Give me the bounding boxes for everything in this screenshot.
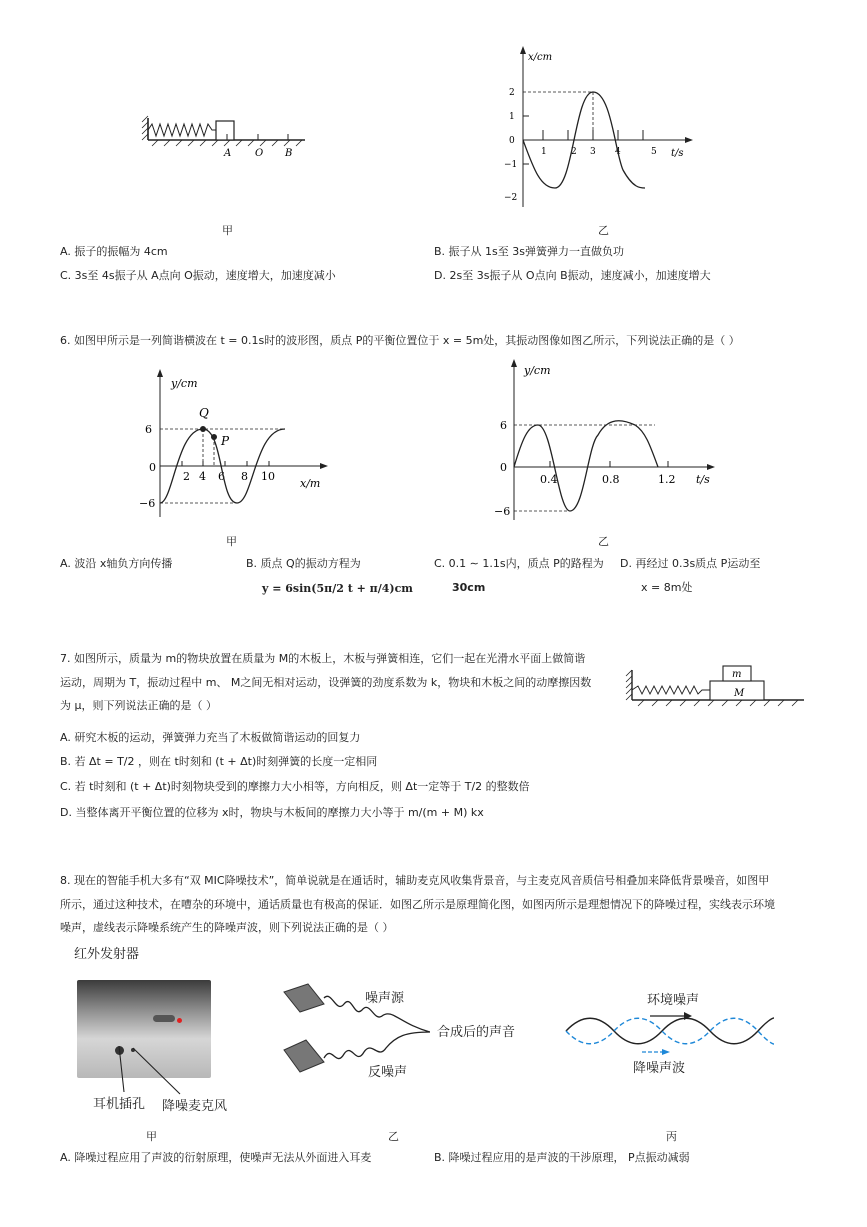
q6-option-A[interactable]: A. 波沿 x轴负方向传播 — [60, 557, 173, 570]
q8-caption-jia: 甲 — [146, 1130, 157, 1143]
point-Q: Q — [199, 406, 209, 420]
y-axis-label: x/cm — [528, 52, 553, 63]
q7-stem-line1: 7. 如图所示，质量为 m的物块放置在质量为 M的木板上，木板与弹簧相连，它们一起在光滑水平面上做简谐 — [60, 652, 586, 665]
q7-option-C[interactable]: C. 若 t时刻和 (t + Δt)时刻物块受到的摩擦力大小相等，方向相反，则 Δt一定等于 T/2 的整数倍 — [60, 780, 530, 793]
label-env-noise: 环境噪声 — [647, 993, 700, 1008]
q5-displacement-time-graph — [495, 42, 695, 212]
point-P: P — [221, 434, 230, 448]
q6-vibration-graph — [490, 355, 720, 525]
y-tick-1: 1 — [509, 112, 515, 122]
x-tick-6: 6 — [218, 470, 225, 483]
x-tick-5: 5 — [651, 147, 657, 157]
y-tick-0: 0 — [500, 461, 507, 474]
q6-caption-yi: 乙 — [598, 535, 609, 548]
q6-stem: 6. 如图甲所示是一列简谐横波在 t = 0.1s时的波形图，质点 P的平衡位置位于 x = 5m处，其振动图像如图乙所示，下列说法正确的是（ ） — [60, 334, 740, 347]
x-tick-10: 10 — [261, 470, 275, 483]
q6-option-B-equation: y = 6sin(5π/2 t + π/4)cm — [262, 582, 413, 595]
anti-noise-wave-dashed — [566, 1018, 774, 1044]
env-noise-wave — [566, 1018, 774, 1044]
label-m: m — [732, 669, 742, 680]
phone-pointer-lines — [100, 1040, 210, 1100]
q7-stem-line2: 运动，周期为 T，振动过程中 m、 M之间无相对运动，设弹簧的劲度系数为 k，物块和木板之间的动摩擦因数 — [60, 676, 592, 689]
x-tick-1: 1 — [541, 147, 547, 157]
q8-caption-yi: 乙 — [388, 1130, 399, 1143]
y-axis-label: y/cm — [524, 364, 551, 377]
y-tick-0: 0 — [149, 461, 156, 474]
q6-waveform-graph — [135, 365, 335, 520]
label-anti-wave: 降噪声波 — [633, 1061, 686, 1076]
y-tick-neg6: −6 — [139, 497, 156, 510]
phone-port — [153, 1015, 175, 1022]
q8-caption-bing: 丙 — [666, 1130, 677, 1143]
q8-stem-line1: 8. 现在的智能手机大多有“双 MIC降噪技术”，简单说就是在通话时，辅助麦克风收集背景音，与主麦克风音质信号相叠加来降低背景噪音，如图甲 — [60, 874, 770, 887]
x-tick-0.8: 0.8 — [602, 473, 620, 486]
y-tick-neg2: −2 — [504, 193, 518, 203]
x-tick-4: 4 — [199, 470, 206, 483]
y-tick-neg6: −6 — [494, 505, 511, 518]
q5-caption-jia: 甲 — [222, 224, 233, 237]
label-B: B — [285, 148, 293, 159]
q7-option-A[interactable]: A. 研究木板的运动，弹簧弹力充当了木板做简谐运动的回复力 — [60, 731, 361, 744]
label-combined-sound: 合成后的声音 — [437, 1025, 516, 1040]
speaker-top — [284, 984, 324, 1012]
x-axis-label: x/m — [300, 477, 321, 490]
q5-option-D[interactable]: D. 2s至 3s振子从 O点向 B振动，速度减小，加速度增大 — [434, 269, 711, 282]
infrared-dot — [177, 1018, 182, 1023]
label-infrared-emitter: 红外发射器 — [74, 947, 140, 962]
interference-waves — [560, 1006, 780, 1062]
noise-cancel-diagram — [280, 980, 430, 1080]
label-O: O — [255, 148, 264, 159]
y-axis-label: y/cm — [171, 377, 198, 390]
q7-option-D[interactable]: D. 当整体离开平衡位置的位移为 x时，物块与木板间的摩擦力大小等于 m/(m + M) kx — [60, 806, 484, 819]
label-noise-source: 噪声源 — [365, 991, 405, 1006]
x-tick-8: 8 — [241, 470, 248, 483]
q6-option-B-line1[interactable]: B. 质点 Q的振动方程为 — [246, 557, 361, 570]
label-anti-noise: 反噪声 — [368, 1065, 408, 1080]
q6-option-D-line1[interactable]: D. 再经过 0.3s质点 P运动至 — [620, 557, 761, 570]
q6-option-C-line2: 30cm — [452, 581, 486, 594]
q5-option-C[interactable]: C. 3s至 4s振子从 A点向 O振动，速度增大，加速度减小 — [60, 269, 336, 282]
q8-stem-line3: 噪声，虚线表示降噪系统产生的降噪声波，则下列说法正确的是（ ） — [60, 921, 394, 934]
y-tick-0: 0 — [509, 136, 515, 146]
speaker-bottom — [284, 1040, 324, 1072]
x-tick-4: 4 — [615, 147, 621, 157]
q7-option-B[interactable]: B. 若 Δt = T/2 ，则在 t时刻和 (t + Δt)时刻弹簧的长度一定相同 — [60, 755, 378, 768]
x-tick-2: 2 — [183, 470, 190, 483]
spring-oscillator-figure — [140, 110, 310, 160]
label-A: A — [224, 148, 232, 159]
label-M: M — [734, 688, 745, 699]
x-tick-3: 3 — [590, 147, 596, 157]
q8-stem-line2: 所示，通过这种技术，在嘈杂的环境中，通话质量也有极高的保证．如图乙所示是原理简化图，如图丙所示是理想情况下的降噪过程，实线表示环境 — [60, 898, 775, 911]
q5-caption-yi: 乙 — [598, 224, 609, 237]
y-tick-neg1: −1 — [504, 160, 518, 170]
q8-option-A[interactable]: A. 降噪过程应用了声波的衍射原理，使噪声无法从外面进入耳麦 — [60, 1151, 372, 1164]
x-axis-label: t/s — [696, 473, 710, 486]
q7-stem-line3: 为 μ，则下列说法正确的是（ ） — [60, 699, 217, 712]
q5-option-A[interactable]: A. 振子的振幅为 4cm — [60, 245, 168, 258]
anti-noise-wave — [324, 1032, 430, 1059]
label-noise-mic: 降噪麦克风 — [162, 1099, 228, 1114]
x-tick-0.4: 0.4 — [540, 473, 558, 486]
x-tick-1.2: 1.2 — [658, 473, 676, 486]
y-tick-6: 6 — [500, 419, 507, 432]
q6-option-C-line1[interactable]: C. 0.1 ∼ 1.1s内，质点 P的路程为 — [434, 557, 604, 570]
q5-option-B[interactable]: B. 振子从 1s至 3s弹簧弹力一直做负功 — [434, 245, 624, 258]
x-axis-label: t/s — [671, 148, 684, 159]
label-earphone-jack: 耳机插孔 — [93, 1097, 146, 1112]
q6-option-D-line2: x = 8m处 — [641, 581, 693, 594]
y-tick-2: 2 — [509, 88, 515, 98]
q7-block-spring-figure — [624, 660, 809, 710]
q6-vibration-curve — [514, 421, 658, 511]
q6-caption-jia: 甲 — [226, 535, 237, 548]
y-tick-6: 6 — [145, 423, 152, 436]
q8-option-B[interactable]: B. 降噪过程应用的是声波的干涉原理， P点振动减弱 — [434, 1151, 690, 1164]
x-tick-2: 2 — [571, 147, 577, 157]
